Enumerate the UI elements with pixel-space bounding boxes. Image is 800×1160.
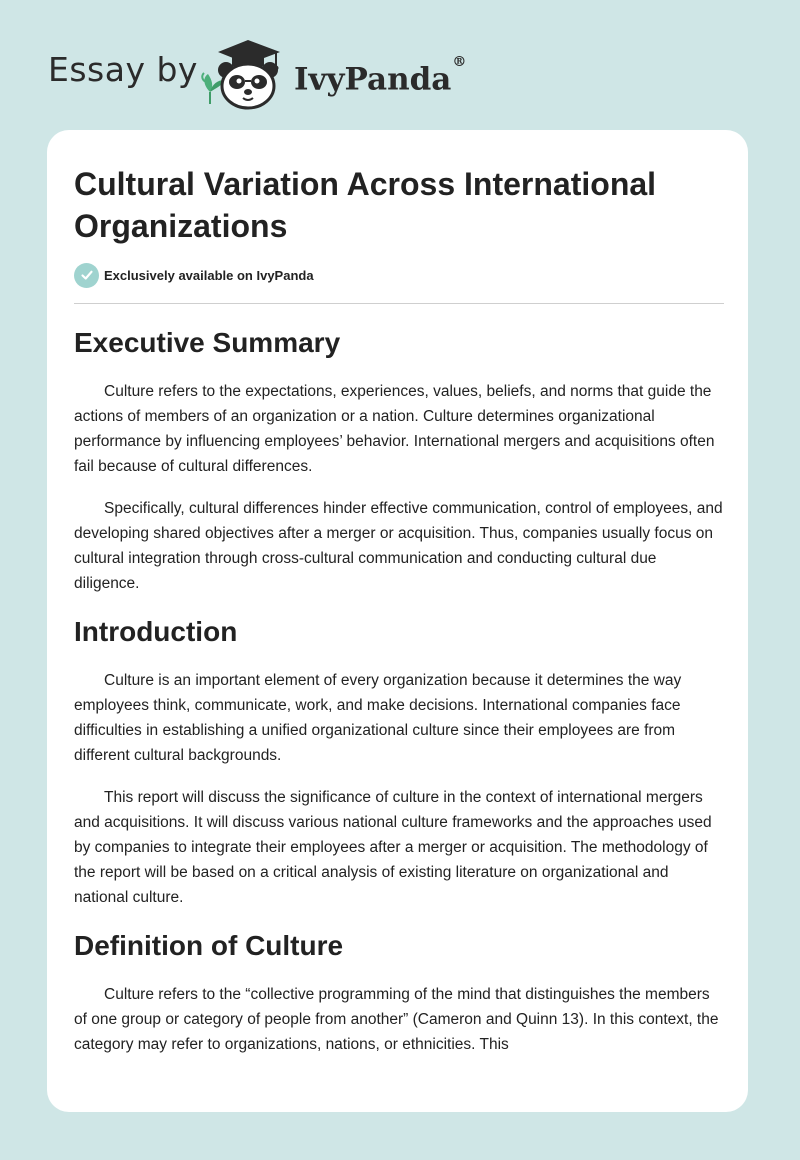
paragraph: Culture refers to the “collective programming of the mind that distinguishes the members of one group or category of people from another” (Cameron and Quinn 13). In this context, the category may refer to organizations, nations, or ethnicities. This <box>74 986 719 1053</box>
paragraph: Culture refers to the expectations, experiences, values, beliefs, and norms that guide the actions of members of an organization or a nation. Culture determines organizational performance by influencing employees’ behavior. International mergers and acquisitions often fail because of cultural differences. <box>74 383 715 475</box>
paragraph: Specifically, cultural differences hinder effective communication, control of employees, and developing shared objectives after a merger or acquisition. Thus, companies usually focus on cultural integration through cross-cultural communication and conducting cultural due diligence. <box>74 500 723 592</box>
brand-name[interactable] <box>294 54 466 99</box>
essay-title: Cultural Variation Across International Organizations <box>74 166 657 244</box>
essay-body <box>74 320 724 1057</box>
essay-card <box>47 130 748 1112</box>
essay-by-label: Essay by <box>48 50 198 89</box>
paragraph: Culture is an important element of every organization because it determines the way employees think, communicate, work, and make decisions. International companies face difficulties in establishing a unified organizational culture since their employees are from different cultural backgrounds. <box>74 672 682 764</box>
exclusive-badge <box>74 262 314 288</box>
check-icon <box>74 263 99 288</box>
section-heading: Introduction <box>74 616 238 647</box>
panda-mascot-icon <box>196 34 292 110</box>
brand-label: IvyPanda <box>294 61 452 98</box>
section-heading: Executive Summary <box>74 327 341 358</box>
title-divider <box>74 303 724 304</box>
section-heading: Definition of Culture <box>74 930 344 961</box>
exclusive-badge-label: Exclusively available on IvyPanda <box>104 267 314 283</box>
paragraph: This report will discuss the significance of culture in the context of international mergers and acquisitions. It will discuss various national culture frameworks and the approaches used by companies to integrate their employees after a merger or acquisition. The methodology of the report will be based on a critical analysis of existing literature on organizational and national culture. <box>74 789 712 906</box>
site-header <box>0 0 800 130</box>
registered-mark: ® <box>452 54 467 70</box>
ivypanda-logo-icon[interactable] <box>196 34 292 110</box>
